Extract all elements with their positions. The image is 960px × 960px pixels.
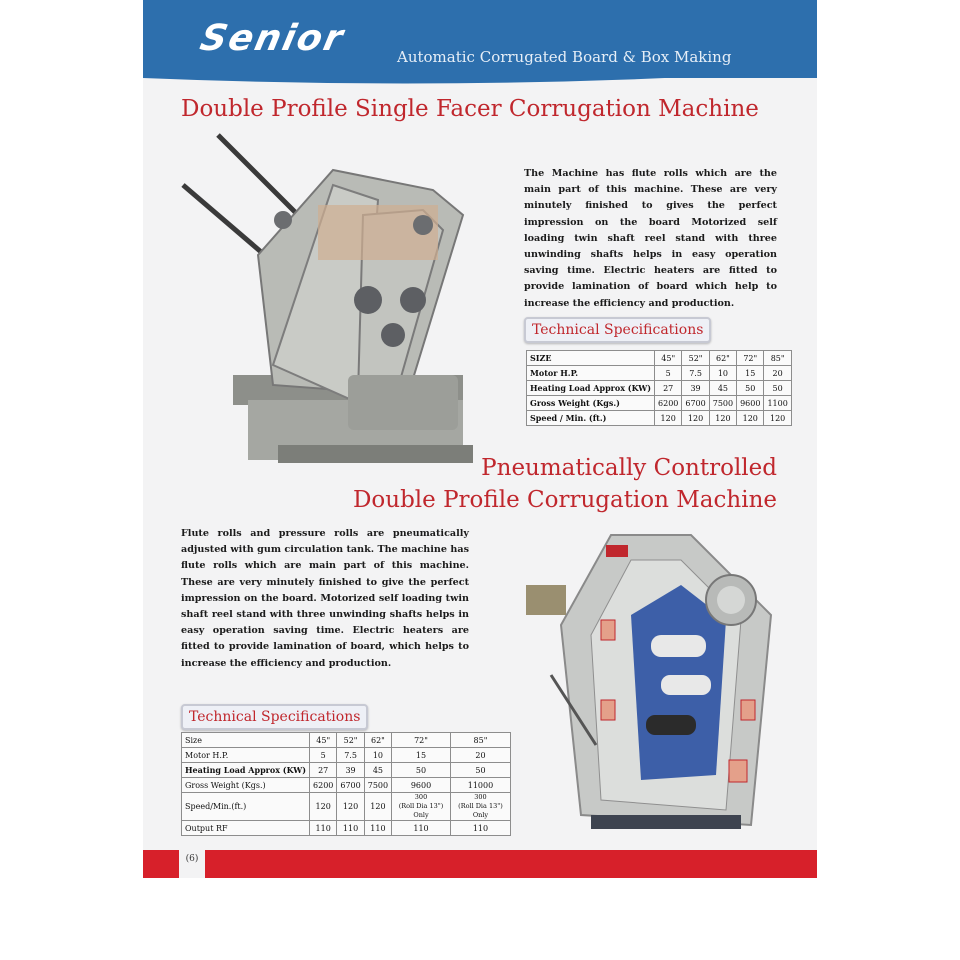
section1-description: The Machine has flute rolls which are the main part of this machine. These are very minutely finished to gives the perfect impression on the board Motorized self loading twin shaft reel stand with three unwinding shafts helps in easy operation saving time. Electric heaters are fitted to provide lamination of board which help to increase the efficiency and production. [524, 168, 777, 309]
table-row: Motor H.P. 5 7.5 10 15 20 [182, 748, 511, 763]
page-number: (6) [179, 850, 205, 878]
table-row: Heating Load Approx (KW) 27 39 45 50 50 [527, 381, 792, 396]
pneumatic-machine-photo [521, 525, 781, 840]
brochure-page [143, 0, 817, 878]
table-row: Size 45" 52" 62" 72" 85" [182, 733, 511, 748]
single-facer-machine-photo [178, 125, 478, 480]
section2-title-line2: Double Profile Corrugation Machine [352, 487, 777, 513]
section1-title: Double Profile Single Facer Corrugation Machine [181, 96, 759, 122]
section2-spec-table [181, 732, 511, 836]
header-tagline: Automatic Corrugated Board & Box Making [397, 48, 732, 66]
table-row: Gross Weight (Kgs.) 6200 6700 7500 9600 1100 [527, 396, 792, 411]
table-row: Heating Load Approx (KW) 27 39 45 50 50 [182, 763, 511, 778]
senior-logo: Senior [196, 18, 349, 59]
section1-spec-heading: Technical Specifications [524, 317, 711, 343]
section2-spec-heading: Technical Specifications [181, 704, 368, 730]
table-row: Gross Weight (Kgs.) 6200 6700 7500 9600 11000 [182, 778, 511, 793]
footer-bar [143, 850, 817, 878]
section2-description: Flute rolls and pressure rolls are pneumatically adjusted with gum circulation tank. The machine has flute rolls which are main part of this machine. These are very minutely finished to give the perfect impression on the board. Motorized self loading twin shaft reel stand with three unwinding shafts helps in easy operation saving time. Electric heaters are fitted to provide lamination of board, which helps to increase the efficiency and production. [181, 528, 469, 669]
table-row: SIZE 45" 52" 62" 72" 85" [527, 351, 792, 366]
section2-title-line1: Pneumatically Controlled [481, 455, 777, 481]
table-row: Output RF 110 110 110 110 110 [182, 821, 511, 836]
table-row: Motor H.P. 5 7.5 10 15 20 [527, 366, 792, 381]
table-row: Speed / Min. (ft.) 120 120 120 120 120 [527, 411, 792, 426]
table-row: Speed/Min.(ft.) 120 120 120 300 (Roll Dia 13") Only 300 (Roll Dia 13") Only [182, 793, 511, 821]
header-wave-decoration [143, 66, 817, 96]
section1-spec-table [526, 350, 792, 426]
